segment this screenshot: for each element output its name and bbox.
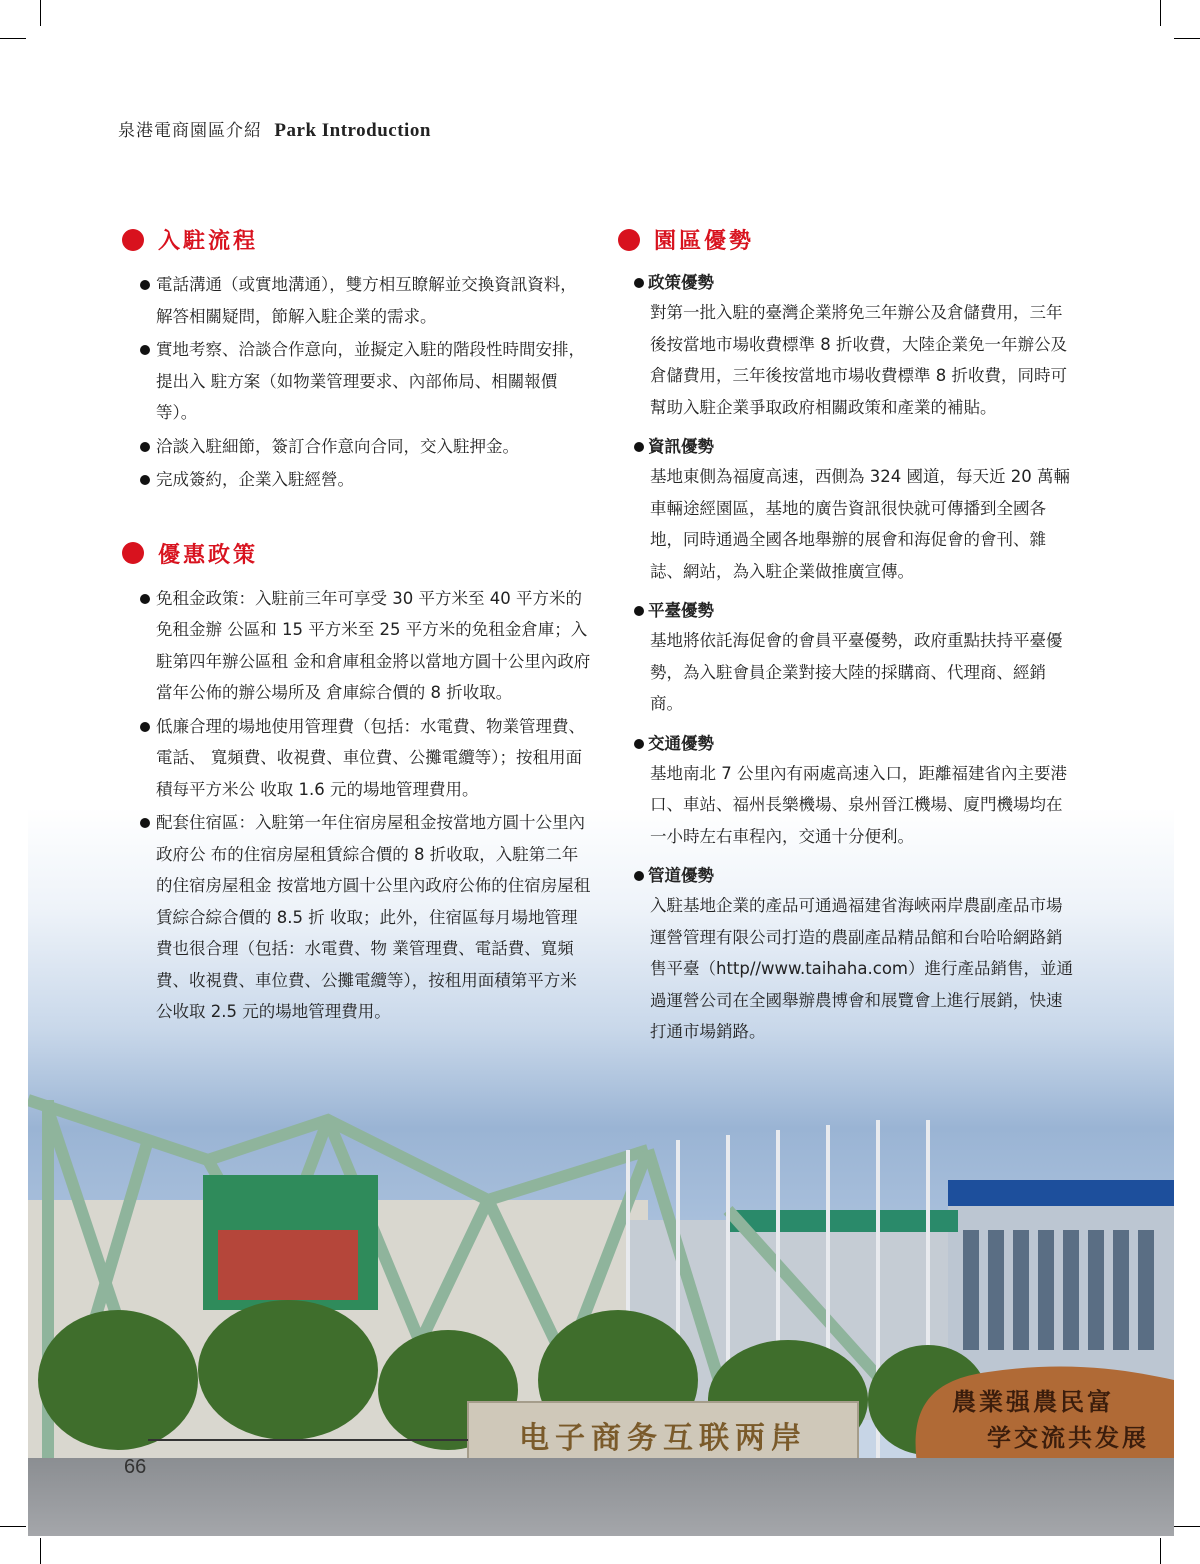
advantage-text: 基地南北 7 公里內有兩處高速入口，距離福建省內主要港口、車站、福州長樂機場、泉州晉江機場、廈門機場均在一小時左右車程內，交通十分便利。 [650, 763, 1067, 846]
crop-mark [1174, 1526, 1200, 1527]
crop-mark [1174, 38, 1200, 39]
stone-sign-text: 电子商务互联两岸 [519, 1421, 807, 1456]
section-process-heading [122, 224, 592, 255]
engraved-rock [916, 1367, 1174, 1470]
green-banner [728, 1210, 958, 1232]
blue-banner [948, 1180, 1174, 1206]
crop-mark [0, 1526, 26, 1527]
left-column [122, 224, 592, 1030]
list-item: 電話溝通（或實地溝通），雙方相互瞭解並交換資訊資料，解答相關疑問，節解入駐企業的需求。 [122, 269, 592, 332]
advantage-title: 政策優勢 [618, 269, 1078, 297]
list-item: 洽談入駐細節，簽訂合作意向合同，交入駐押金。 [122, 431, 592, 463]
crop-mark [1160, 0, 1161, 26]
advantage-text: 對第一批入駐的臺灣企業將免三年辦公及倉儲費用，三年後按當地市場收費標準 8 折收費，大陸企業免一年辦公及倉儲費用，三年後按當地市場收費標準 8 折收費，同時可幫助入駐企業爭取政府相關政策和產業的補貼。 [650, 303, 1067, 417]
advantage-item [618, 269, 1078, 423]
right-column [618, 224, 1078, 1058]
park-photo [28, 1080, 1174, 1480]
advantage-title: 平臺優勢 [618, 597, 1078, 625]
section-policy-heading [122, 538, 592, 569]
advantage-text: 入駐基地企業的產品可通過福建省海峽兩岸農副產品市場運營管理有限公司打造的農副產品精品館和台哈哈網路銷售平臺（http//www.taihaha.com）進行產品銷售，並通過運營公司在全國舉辦農博會和展覽會上進行展銷，快速打通市場銷路。 [650, 896, 1073, 1041]
red-bullet-icon [122, 229, 144, 251]
list-item: 配套住宿區：入駐第一年住宿房屋租金按當地方圓十公里內政府公 布的住宿房屋租賃綜合價的 8 折收取，入駐第二年的住宿房屋租金 按當地方圓十公里內政府公佈的住宿房屋租賃綜合綜合價的 8.5 折 收取；此外，住宿區每月場地管理費也很合理（包括：水電費、物 業管理費、電話費、寬頻費、收視費、車位費、公攤電纜等），按租用面積第平方米公收取 2.5 元的場地管理費用。 [122, 807, 592, 1028]
advantage-item [618, 597, 1078, 720]
advantage-title: 管道優勢 [618, 862, 1078, 890]
crop-mark [40, 0, 41, 26]
list-item: 低廉合理的場地使用管理費（包括：水電費、物業管理費、電話、 寬頻費、收視費、車位費、公攤電纜等）；按租用面積每平方米公 收取 1.6 元的場地管理費用。 [122, 711, 592, 806]
crop-mark [40, 1538, 41, 1564]
section-title: 優惠政策 [158, 542, 259, 568]
list-item: 免租金政策：入駐前三年可享受 30 平方米至 40 平方米的免租金辦 公區和 15 平方米至 25 平方米的免租金倉庫；入駐第四年辦公區租 金和倉庫租金將以當地方圓十公里內政府當年公佈的辦公場所及 倉庫綜合價的 8 折收取。 [122, 583, 592, 709]
advantage-text: 基地將依託海促會的會員平臺優勢，政府重點扶持平臺優勢，為入駐會員企業對接大陸的採購商、代理商、經銷商。 [650, 631, 1063, 713]
section-title: 園區優勢 [654, 229, 755, 254]
header-title-en: Park Introduction [274, 120, 431, 141]
rock-text-line1: 農業强農民富 [952, 1387, 1114, 1416]
red-bullet-icon [618, 229, 640, 251]
crop-mark [1160, 1538, 1161, 1564]
crop-mark [0, 38, 26, 39]
list-item: 完成簽約，企業入駐經營。 [122, 464, 592, 496]
page-number: 66 [124, 1456, 147, 1478]
advantage-title: 資訊優勢 [618, 433, 1078, 461]
rock-text-line2: 学交流共发展 [987, 1423, 1149, 1452]
advantage-title: 交通優勢 [618, 730, 1078, 758]
advantage-item [618, 730, 1078, 853]
advantage-item [618, 433, 1078, 587]
advantage-text: 基地東側為福廈高速，西側為 324 國道，每天近 20 萬輛車輛途經園區，基地的廣告資訊很快就可傳播到全國各地，同時通過全國各地舉辦的展會和海促會的會刊、雜誌、網站，為入駐企業做推廣宣傳。 [650, 467, 1070, 581]
header-title-cn: 泉港電商園區介紹 [118, 121, 262, 141]
page-header [118, 116, 431, 142]
advantage-item [618, 862, 1078, 1048]
red-bullet-icon [122, 542, 144, 564]
list-item: 實地考察、洽談合作意向，並擬定入駐的階段性時間安排，提出入 駐方案（如物業管理要求、內部佈局、相關報價等）。 [122, 334, 592, 429]
billboard-photo [218, 1230, 358, 1300]
section-title: 入駐流程 [158, 229, 259, 254]
road [28, 1458, 1174, 1536]
section-advantages-heading [618, 224, 1078, 255]
